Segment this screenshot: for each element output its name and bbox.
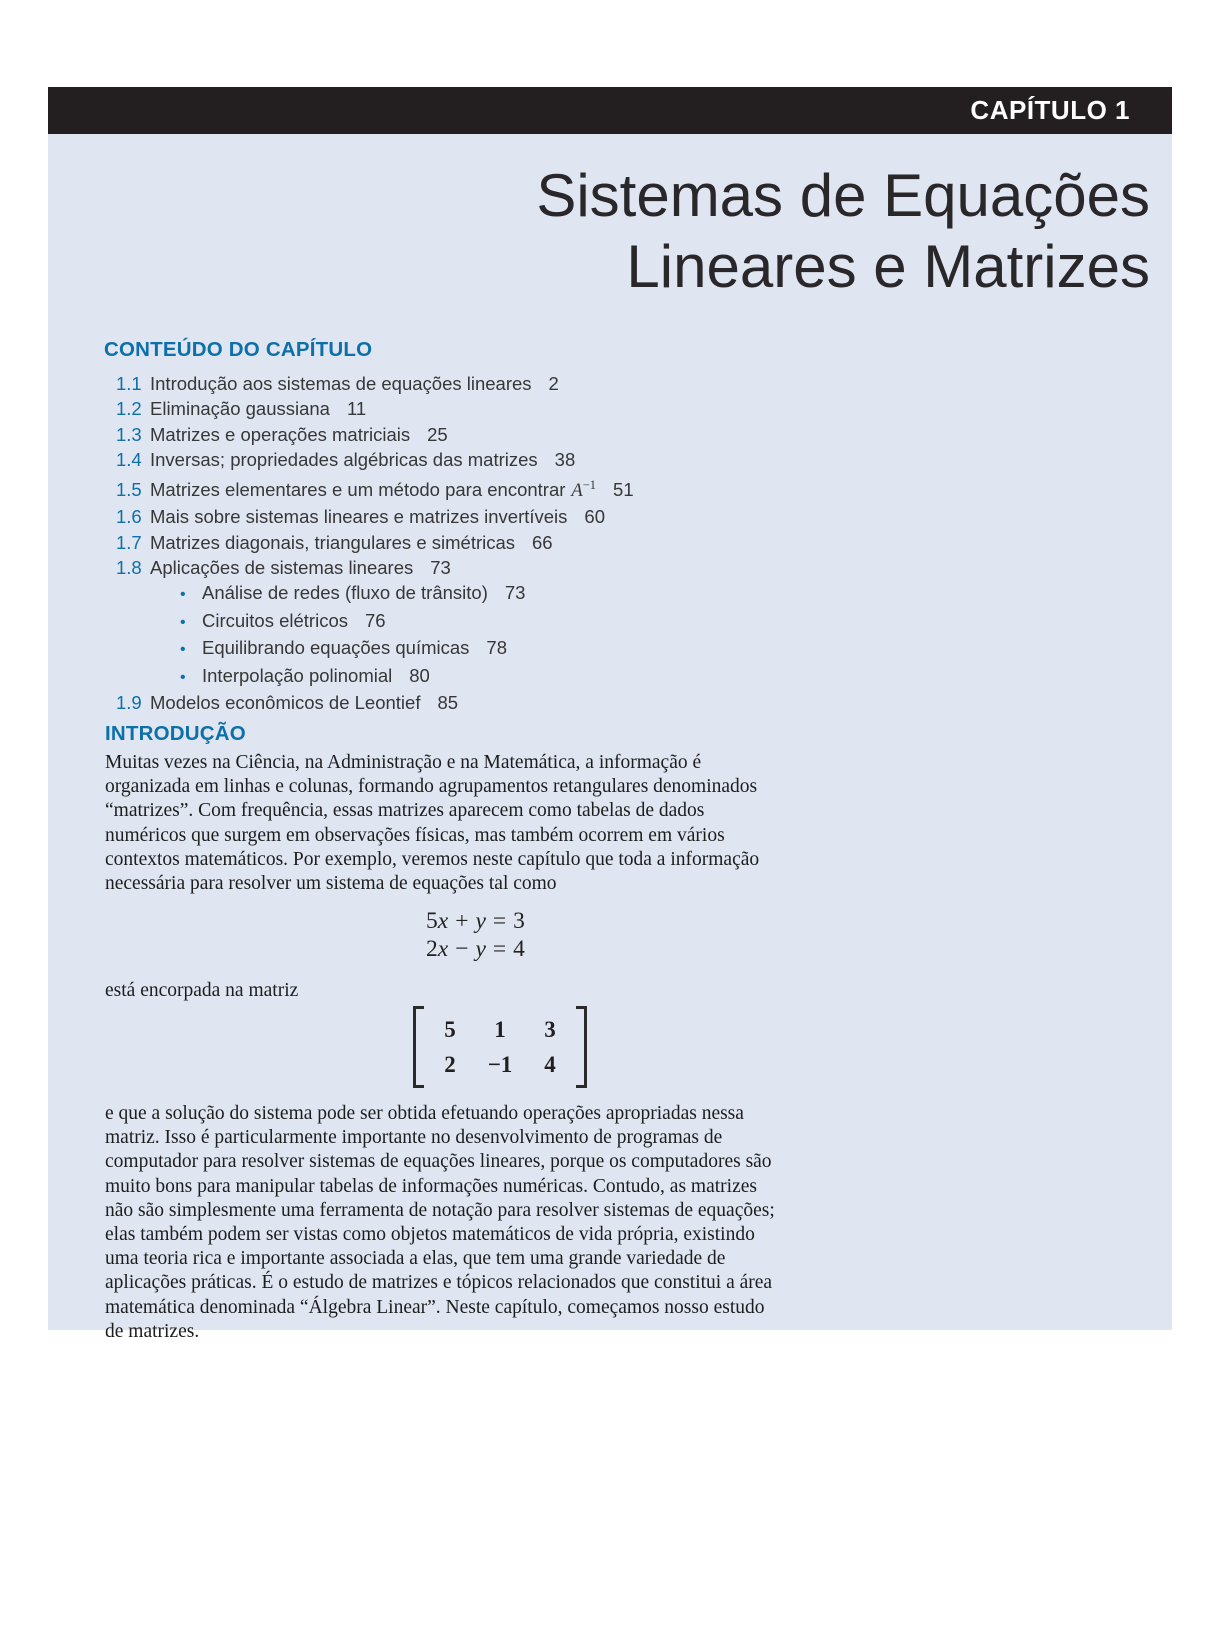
inverse-matrix-symbol <box>571 477 597 501</box>
bullet-icon: • <box>180 668 186 686</box>
toc-item <box>104 422 634 447</box>
toc-item-number: 1.6 <box>116 506 142 528</box>
toc-subitem-label: Interpolação polinomial <box>202 664 393 686</box>
equation-system <box>426 908 525 963</box>
matrix-cell: 3 <box>544 1017 556 1042</box>
matrix-lead-in: está encorpada na matriz <box>105 980 299 1001</box>
toc-item-label: Aplicações de sistemas lineares <box>150 557 414 578</box>
toc-item <box>104 530 634 555</box>
toc-item-page: 38 <box>554 449 576 471</box>
toc-item <box>104 555 634 580</box>
toc-item-label: Inversas; propriedades algébricas das matrizes <box>150 449 538 471</box>
variable-x: x <box>437 935 449 962</box>
chapter-bar-label: CAPÍTULO 1 <box>970 95 1130 125</box>
toc-item-page: 51 <box>613 478 634 500</box>
toc-subitem <box>104 635 634 662</box>
toc-item-label: Mais sobre sistemas lineares e matrizes invertíveis <box>150 506 568 528</box>
toc-item-page: 85 <box>437 692 459 714</box>
toc-item-page: 2 <box>548 373 559 394</box>
minus-operator: − <box>455 935 469 962</box>
coefficient: 2 <box>426 935 438 962</box>
matrix-cell: 4 <box>544 1052 556 1077</box>
content-panel <box>48 134 1172 1342</box>
matrix-right-bracket <box>576 1006 587 1088</box>
variable-y: y <box>475 935 486 962</box>
variable-x: x <box>437 908 449 934</box>
toc-subitem <box>104 608 634 635</box>
page-title <box>536 160 1150 302</box>
toc-item-number: 1.3 <box>116 423 142 445</box>
title-line-1: Sistemas de Equações <box>536 162 1150 229</box>
toc-subitem <box>104 580 634 607</box>
title-line-2: Lineares e Matrizes <box>626 233 1150 300</box>
intro-paragraph-2: e que a solução do sistema pode ser obtida efetuando operações apropriadas nessa matriz. Isso é particularmente importante no desenvolvimento de programas de computador para resolver sistemas de equações lineares, porque os computadores são muito bons para manipular tabelas de informações numéricas. Contudo, as matrizes não são simplesmente uma ferramenta de notação para resolver sistemas de equações; elas também podem ser vistas como objetos matemáticos de vida própria, existindo uma teoria rica e importante associada a elas, que tem uma grande variedade de aplicações práticas. É o estudo de matrizes e tópicos relacionados que constitui a área matemática denominada “Álgebra Linear”. Neste capítulo, começamos nosso estudo de matrizes. <box>105 1103 775 1342</box>
toc-subitem-label: Equilibrando equações químicas <box>202 637 470 659</box>
matrix <box>413 1006 587 1088</box>
toc-item-page: 11 <box>346 398 367 420</box>
bullet-icon: • <box>180 613 186 631</box>
toc-item-label: Eliminação gaussiana <box>150 398 330 420</box>
toc-subitem-page: 73 <box>504 582 526 604</box>
matrix-left-bracket <box>413 1006 424 1088</box>
variable-y: y <box>475 908 486 934</box>
constant: 3 <box>513 908 525 934</box>
toc-item <box>104 690 634 715</box>
toc-item-number: 1.5 <box>116 478 142 500</box>
bullet-icon: • <box>180 586 186 604</box>
toc-item-page: 73 <box>430 557 451 578</box>
toc-subitem-label: Circuitos elétricos <box>202 609 348 631</box>
toc-item-label: Matrizes e operações matriciais <box>150 423 411 445</box>
toc-item-page: 66 <box>532 531 553 553</box>
matrix-cell: 5 <box>444 1017 456 1042</box>
toc-subitem-page: 80 <box>409 664 430 686</box>
toc-item <box>104 447 634 472</box>
equals-sign: = <box>492 908 507 934</box>
toc-item <box>104 396 634 421</box>
toc-item <box>104 504 634 529</box>
toc-item-number: 1.4 <box>116 449 142 471</box>
toc-item-label: Modelos econômicos de Leontief <box>150 692 421 714</box>
toc-item-number: 1.2 <box>116 398 142 420</box>
toc-item-number: 1.1 <box>116 373 142 394</box>
toc-item-label: Matrizes diagonais, triangulares e simétricas <box>150 531 516 553</box>
equation-1 <box>426 908 525 936</box>
plus-operator: + <box>455 908 469 934</box>
toc-item-label: Matrizes elementares e um método para encontrar <box>150 478 566 500</box>
toc-heading: CONTEÚDO DO CAPÍTULO <box>104 338 373 361</box>
toc-item-page: 60 <box>584 506 605 528</box>
toc-item <box>104 473 634 505</box>
equation-2 <box>426 936 525 964</box>
bullet-icon: • <box>180 641 186 659</box>
matrix-cell: 2 <box>444 1052 456 1077</box>
intro-paragraph-1: Muitas vezes na Ciência, na Administração e na Matemática, a informação é organizada em linhas e colunas, formando agrupamentos retangulares denominados “matrizes”. Com frequência, essas matrizes aparecem como tabelas de dados numéricos que surgem em observações físicas, mas também ocorrem em vários contextos matemáticos. Por exemplo, veremos neste capítulo que toda a informação necessária para resolver um sistema de equações tal como <box>105 752 760 895</box>
coefficient: 5 <box>426 908 438 934</box>
toc-subitem <box>104 663 634 690</box>
introduction-heading: INTRODUÇÃO <box>105 722 246 745</box>
toc-subitem-label: Análise de redes (fluxo de trânsito) <box>202 582 488 604</box>
toc-subitem-page: 78 <box>486 637 507 659</box>
matrix-cell: −1 <box>487 1052 513 1077</box>
toc-subitem-page: 76 <box>365 609 386 631</box>
equals-sign: = <box>492 935 507 962</box>
chapter-contents <box>104 338 634 715</box>
toc-item-number: 1.8 <box>116 557 142 578</box>
toc-item-number: 1.9 <box>116 692 142 714</box>
toc-item-page: 25 <box>427 423 448 445</box>
chapter-bar <box>48 87 1172 134</box>
toc-item-number: 1.7 <box>116 531 142 553</box>
constant: 4 <box>513 935 525 962</box>
matrix-grid <box>424 1006 576 1088</box>
matrix-cell: 1 <box>494 1017 506 1042</box>
math-superscript: −1 <box>582 477 597 492</box>
toc-item <box>104 371 634 396</box>
toc-item-label: Introdução aos sistemas de equações lineares <box>150 373 532 394</box>
math-variable: A <box>571 480 583 501</box>
